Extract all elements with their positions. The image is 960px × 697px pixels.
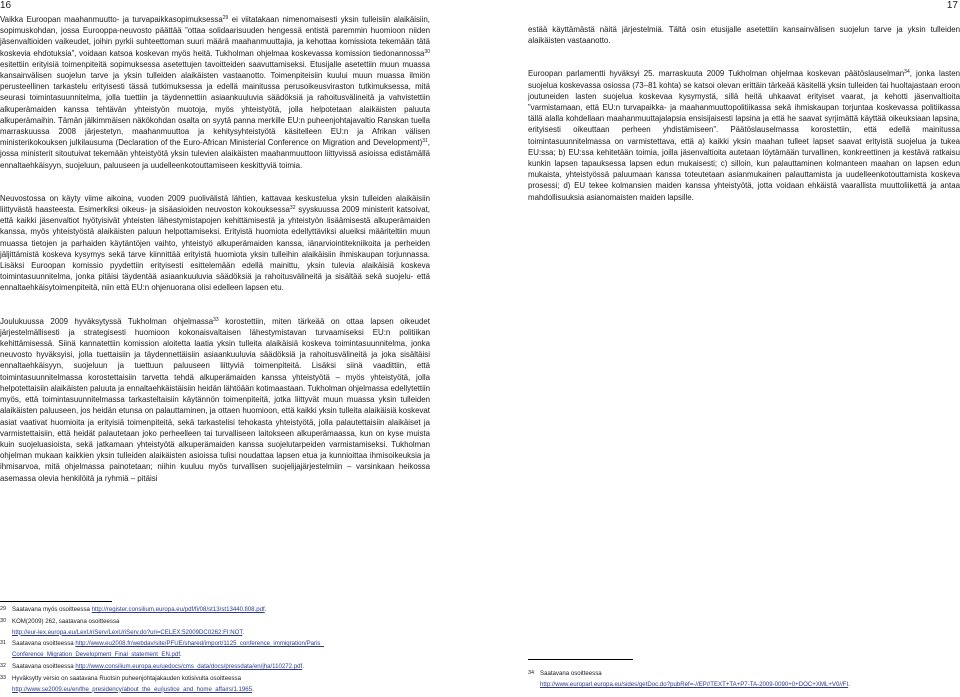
footnote: 31 Saatavana osoitteessa http://www.eu2008.fr/webdav/site/PFUE/shared/import/1125_conference_immigration/Paris_ — [0, 640, 324, 648]
page-number-left: 16 — [0, 0, 12, 11]
footnote-link[interactable]: http://www.se2009.eu/en/the_presidency/about_the_eu/justice_and_home_affairs/1.1965 — [12, 685, 253, 693]
footnote-link[interactable]: http://register.consilium.europa.eu/pdf/fi/08/st13/st13440.fi08.pdf — [91, 606, 265, 613]
footnote-link[interactable]: http://eur-lex.europa.eu/LexUriServ/LexUriServ.do?uri=CELEX:52009DC0262:FI:NOT — [12, 628, 243, 636]
footnote-ref[interactable]: 34 — [904, 69, 910, 76]
footnote-ref[interactable]: 33 — [213, 316, 219, 323]
footnote: 34 Saatavana osoitteessa — [528, 670, 602, 677]
footnotes-left — [0, 604, 480, 695]
footnote-continuation: Conference_Migration_Development_Final_statement_EN.pdf. — [12, 651, 182, 659]
footnote: 30 KOM(2009) 262, saatavana osoitteessa — [0, 617, 120, 625]
footnote-divider — [528, 659, 633, 660]
footnote-link[interactable]: Conference_Migration_Development_Final_statement_EN.pdf — [12, 651, 181, 659]
paragraph: Neuvostossa on käyty viime aikoina, vuoden 2009 puolivälistä lähtien, kattavaa keskustelua yksin tulleiden alaikäisiin liittyvästä haasteesta. Esimerkiksi oikeus- ja sisäasioiden neuvoston kokouksessa$^{32}$ syyskuussa 2009 ministerit katsoivat, että kaikki jäsenvaltiot hyötyisivät yhteisten lähestymistapojen kehittämisestä ja yhteistyön lisäämisestä alkuperämaiden kanssa, myös yhteistyöstä alaikäisten paluun helpottamiseksi. Erityistä huomiota edellyttäviksi alueiksi määriteltiin muun muassa tietojen ja parhaiden käytäntöjen vaihto, yhteistyö alkuperämaiden kanssa, iänarviointitekniikoita ja perheiden jäljittämistä koskeva kysymys sekä tarve kiinnittää erityistä huomiota yksin tulleihin alaikäisiin ihmiskaupan torjunnassa. Lisäksi Euroopan komissio pyydettiin erityisesti esittelemään edellä mainittu, yksin tulevia alaikäisiä koskeva toimintasuunnitelma, jonka pitäisi täydentää asiaankuuluvia säädöksiä ja rahoitusvälineitä ja sisältää sekä suojelu- että ennaltaehkäisytoimenpiteitä, niin että EU:n ohjenuorana olisi edelleen lapsen etu. — [0, 193, 430, 293]
footnote-ref[interactable]: 32 — [289, 205, 296, 212]
paragraph: Vaikka Euroopan maahanmuutto- ja turvapaikkasopimuksessa$^{29}$ ei viitatakaan nimenomaisesti yksin tulleisiin alaikäisiin, sopimuskohdan, jossa Eurooppa-neuvosto päättää ”ottaa solidaarisuuden hengessä entistä paremmin huomioon niiden jäsenvaltioiden vaikeudet, joihin pyrkii suhteettoman suuri määrä maahanmuuttajia, ja kehottaa komissiota tekemään tätä koskevia ehdotuksia”, voidaan katsoa koskevan myös heitä. Tukholman ohjelmaa koskevassa komission tiedonannossa$^{30}$ esitettiin erityisiä toimenpiteitä sopimuksessa asetettujen tavoitteiden saavuttamiseksi. Etusijalle asetettiin muun muassa kansainvälisen suojelun tarve ja yksin tulleiden alaikäisten vastaanotto. Toimenpiteisiin kuului muun muassa ilmiön perusteellinen tarkastelu erityisesti tässä tutkimuksessa ja edellä mainitussa perusoikeusviraston tutkimuksessa, mitä seurasi toimintasuunnitelma, jolla tuettiin ja täydennettiin asiaankuuluvia säädöksiä ja rahoitusvälineitä ja vahvistettiin alkuperämaiden kanssa tehtävän yhteistyön muotoja, myös yhteistyötä, jolla helpotetaan alaikäisten paluuta alkuperämaihin. Tämän jälkimmäisen näkökohdan osalta on syytä panna merkille EU:n puheenjohtajavaltio Ranskan tuella marraskuussa 2008 järjestetyn, maahanmuuttoa ja kehitysyhteistyötä käsitelleen EU:n ja Afrikan välisen ministerikokouksen julkilausuma (Declaration of the Euro-African Ministerial Conference on Migration and Development)$^{31}$, jossa ministerit sitoutuivat tekemään yhteistyötä yksin tulevien alaikäisten maahanmuuttoon liittyvissä asioissa edistämällä ennaltaehkäisyyn, suojeluun, paluuseen ja uudelleenkotouttamiseen keskittyviä toimia. — [0, 15, 430, 170]
footnote-link[interactable]: http://www.eu2008.fr/webdav/site/PFUE/shared/import/1125_conference_immigration/Paris_ — [75, 640, 324, 648]
paragraph: estää käyttämästä näitä järjestelmiä. Tältä osin etusijalle asetettiin kansainvälisen suojelun tarve ja yksin tulleiden alaikäisten vastaanotto. — [528, 25, 960, 46]
footnote-continuation: http://www.se2009.eu/en/the_presidency/about_the_eu/justice_and_home_affairs/1.1965. — [12, 685, 254, 693]
footnote-ref[interactable]: 30 — [424, 48, 430, 55]
footnote: 32 Saatavana osoitteessa http://www.consilium.europa.eu/uedocs/cms_data/docs/pressdata/en/jha/110272.pdf. — [0, 662, 304, 670]
footnote-divider — [0, 601, 112, 602]
left-column — [0, 14, 430, 484]
footnotes-right — [528, 668, 958, 691]
page-number-right: 17 — [946, 0, 958, 11]
footnote-link[interactable]: http://www.consilium.europa.eu/uedocs/cms_data/docs/pressdata/en/jha/110272.pdf — [75, 662, 303, 670]
footnote-link[interactable]: http://www.europarl.europa.eu/sides/getDoc.do?pubRef=-//EP//TEXT+TA+P7-TA-2009-0090+0+DOC+XML+V0//FI — [540, 680, 849, 688]
footnote-ref[interactable]: 29 — [222, 15, 229, 21]
footnote-continuation: http://www.europarl.europa.eu/sides/getDoc.do?pubRef=-//EP//TEXT+TA+P7-TA-2009-0090+0+DOC+XML+V0//FI. — [540, 680, 850, 688]
footnote: 33 Hyväksytty versio on saatavana Ruotsin puheenjohtajakauden kotisivulta osoitteessa — [0, 674, 241, 682]
footnote-ref[interactable]: 31 — [422, 138, 428, 145]
paragraph: Euroopan parlamentti hyväksyi 25. marraskuuta 2009 Tukholman ohjelmaa koskevan päätöslauselman$^{34}$, jonka lasten suojelua koskevassa osiossa (73–81 kohta) se katsoi olevan erittäin tärkeää käsitellä yksin tulleiden tai huoltajastaan eroon joutuneiden lasten suojelua koskevaa kysymystä, sillä heitä uhkaavat erityiset vaarat, ja kehotti jäsenvaltioita ”varmistamaan, että EU:n turvapaikka- ja maahanmuuttopolitiikassa sekä ihmiskaupan torjuntaa koskevassa politiikassa tällä alalla kohdellaan maahanmuuttajalapsia ensisijaisesti lapsina ja että he saavat syrjimättä käyttää oikeuksiaan lapsina, erityisesti oikeuttaan perheen yhdistämiseen”. Päätöslauselmassa korostettiin, että edellä mainitussa toimintasuunnitelmassa on varmistettava, että a) kaikki yksin maahan tulleet lapset saavat erityistä suojelua ja tukea EU:ssa; b) EU:ssa kehitetään toimia, joilla jäsenvaltioita autetaan löytämään turvallinen, konkreettinen ja kestävä ratkaisu kunkin lapsen tapauksessa lapsen edun mukaisesti; c) silloin, kun palauttaminen kolmanteen maahan on lapsen edun mukaista, yhteistyössä paluumaan kanssa toteutetaan asianmukainen palauttamista ja uudelleenkotouttamista koskeva prosessi; d) EU tekee kolmansien maiden kanssa yhteistyötä, jotta voidaan ehkäistä vaarallista muuttoliikettä ja antaa mahdollisuuksia asianomaisten maiden lapsille. — [528, 69, 960, 202]
footnote-continuation: http://eur-lex.europa.eu/LexUriServ/LexUriServ.do?uri=CELEX:52009DC0262:FI:NOT. — [12, 628, 245, 636]
right-column — [528, 24, 960, 203]
footnote: 29 Saatavana myös osoitteessa http://register.consilium.europa.eu/pdf/fi/08/st13/st13440.fi08.pdf. — [0, 606, 267, 613]
paragraph: Joulukuussa 2009 hyväksytyssä Tukholman ohjelmassa$^{33}$ korostettiin, miten tärkeää on ottaa lapsen oikeudet järjestelmällisesti ja strategisesti huomioon kokonaisvaltaisen lähestymistavan turvaamiseksi EU:n politiikan kehittämisessä. Siinä kannatettiin komission aloitetta laatia yksin tulleita alaikäisiä koskeva toimintasuunnitelma, jonka neuvosto hyväksyisi, jolla tuettaisiin ja täydennettäisiin asiaankuuluvia säädöksiä ja rahoitusvälineitä ja joka sisältäisi ennaltaehkäisyyn, suojeluun ja tuettuun paluuseen liittyviä toimenpiteitä. Lisäksi siinä vaadittiin, että toimintasuunnitelmassa korostettaisiin tarvetta tehdä alkuperämaiden kanssa yhteistyötä – myös yhteistyötä, jolla helpotettaisiin alaikäisten paluuta ja ennaltaehkäistäisiin heidän lähtöään kotimaastaan. Tukholman ohjelmassa edellytettiin myös, että toimintasuunnitelmassa tarkasteltaisiin käytännön toimenpiteitä, jotka liittyvät muun muassa yksin tulleiden alaikäisten paluuseen, jos heidän etunsa on palauttaminen, ja ottaen huomioon, että kaikki yksin tulleita alaikäisiä koskevat asiat vaativat huomioita ja erityisiä toimenpiteitä, sekä tarkastelisi tehokasta yhteistyötä, jolla palautettaisiin alaikäiset ja varmistettaisiin, että heidät palautetaan joko perheelleen tai turvalliseen laitokseen alkuperämaassa, kun on kyse muista kuin suojeluasioista, sekä jatkamaan yhteistyötä alkuperämaiden kanssa suojelutarpeiden varmistamiseksi. Tukholman ohjelman mukaan kaikkien yksin tulleiden alaikäisten asioissa tulisi noudattaa lapsen etua ja kunnioittaa ihmisoikeuksia ja ihmisarvoa, mitä ohjelmassa painotetaan; niihin kuuluu myös turvallisen suojelijajärjestelmiin – varsinkaan heikossa asemassa olevia henkilöitä ja ryhmiä – pitäisi — [0, 316, 430, 483]
